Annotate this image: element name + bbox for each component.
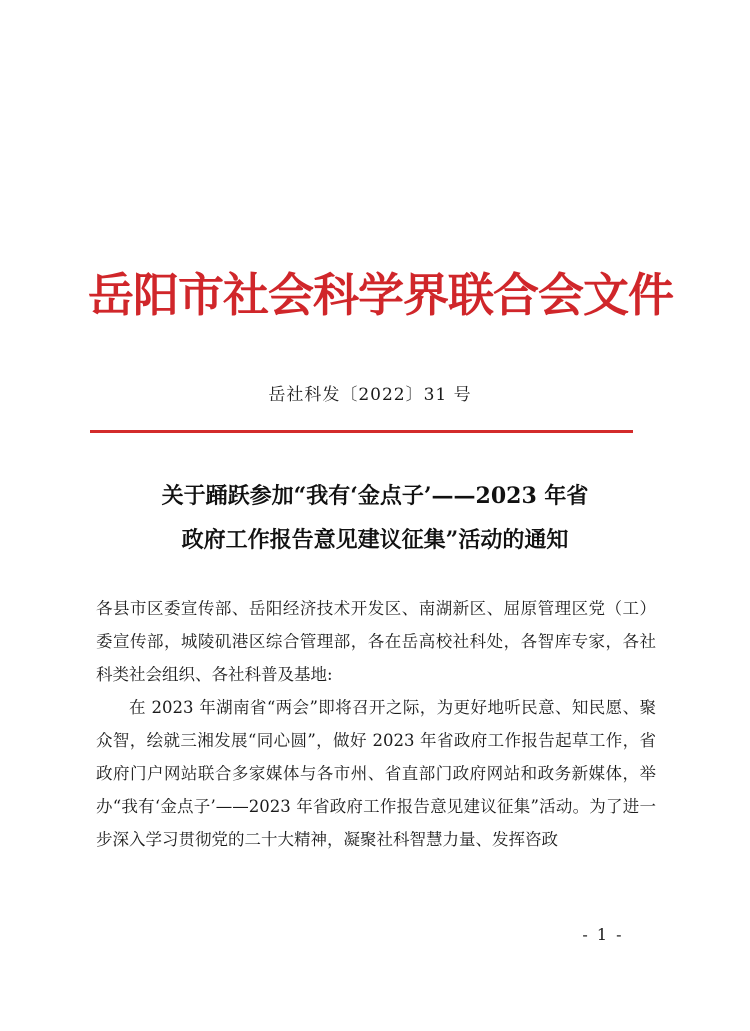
masthead-title: 岳阳市社会科学界联合会文件 <box>88 268 673 322</box>
notice-body <box>96 592 656 856</box>
notice-title-line-1: 关于踊跃参加“我有‘金点子’——2023 年省 <box>161 483 589 509</box>
page-number: - 1 - <box>582 925 624 944</box>
red-divider-line <box>90 430 633 433</box>
notice-title-line-2: 政府工作报告意见建议征集”活动的通知 <box>181 527 569 553</box>
addressees-paragraph: 各县市区委宣传部、岳阳经济技术开发区、南湖新区、屈原管理区党（工）委宣传部，城陵矶港区综合管理部，各在岳高校社科处，各智库专家，各社科类社会组织、各社科普及基地: <box>96 599 656 684</box>
document-number: 岳社科发〔2022〕31 号 <box>268 385 472 405</box>
notice-title <box>80 474 670 562</box>
body-paragraph-1: 在 2023 年湖南省“两会”即将召开之际，为更好地听民意、知民愿、聚众智，绘就三湘发展“同心圆”，做好 2023 年省政府工作报告起草工作，省政府门户网站联合多家媒体与各市州、省直部门政府网站和政务新媒体，举办“我有‘金点子’——2023 年省政府工作报告意见建议征集”活动。为了进一步深入学习贯彻党的二十大精神，凝聚社科智慧力量、发挥咨政 <box>96 698 656 849</box>
